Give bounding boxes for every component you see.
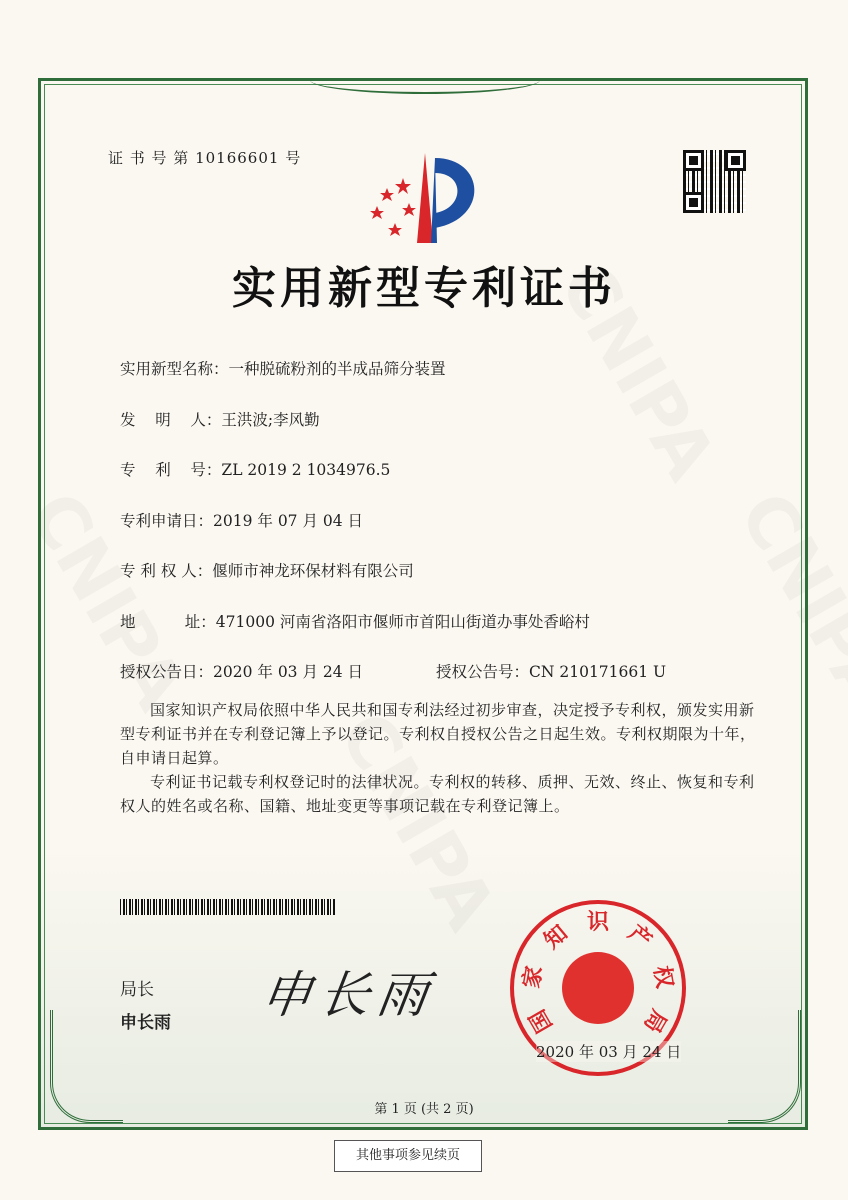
barcode xyxy=(120,899,335,915)
qr-code[interactable] xyxy=(683,150,746,213)
signer-name: 申长雨 xyxy=(120,1013,171,1033)
field-label: 专 利 权 人： xyxy=(120,562,213,580)
field-grant-date xyxy=(120,660,363,682)
field-value: 王洪波;李风勤 xyxy=(221,411,320,429)
paragraph: 专利证书记载专利权登记时的法律状况。专利权的转移、质押、无效、终止、恢复和专利权人的姓名或名称、国籍、地址变更等事项记载在专利登记簿上。 xyxy=(120,773,755,815)
seal-char: 局 xyxy=(638,1004,672,1038)
field-patent-number xyxy=(120,458,390,480)
signature: 申长雨 xyxy=(257,966,440,1024)
field-value: 2019 年 07 月 04 日 xyxy=(213,512,364,530)
ornament-top xyxy=(310,66,540,94)
cnipa-logo-icon xyxy=(365,148,495,248)
seal-char: 权 xyxy=(648,963,678,990)
field-label: 授权公告号： xyxy=(436,663,530,681)
field-label: 地 址： xyxy=(120,613,216,631)
field-application-date xyxy=(120,509,363,531)
field-label: 专 利 号： xyxy=(120,461,222,479)
field-value: 偃师市神龙环保材料有限公司 xyxy=(212,562,414,580)
seal-char: 识 xyxy=(586,909,609,935)
seal-char: 知 xyxy=(538,920,573,955)
signer-title: 局长 xyxy=(120,980,154,1000)
field-label: 发 明 人： xyxy=(120,411,222,429)
field-grant-pub-number xyxy=(436,660,666,682)
field-value: 471000 河南省洛阳市偃师市首阳山街道办事处香峪村 xyxy=(215,613,590,631)
footer-note: 其他事项参见续页 xyxy=(334,1140,482,1172)
seal-char: 产 xyxy=(623,920,658,955)
field-patentee xyxy=(120,559,414,581)
field-name xyxy=(120,357,446,379)
field-label: 实用新型名称： xyxy=(120,360,229,378)
seal-char: 国 xyxy=(524,1004,558,1038)
field-value: 2020 年 03 月 24 日 xyxy=(213,663,364,681)
field-value: 一种脱硫粉剂的半成品筛分装置 xyxy=(228,360,446,378)
seal-date: 2020 年 03 月 24 日 xyxy=(536,1043,682,1061)
field-value: ZL 2019 2 1034976.5 xyxy=(221,461,391,479)
page-title: 实用新型专利证书 xyxy=(232,263,616,314)
field-label: 专利申请日： xyxy=(120,512,214,530)
paragraph: 国家知识产权局依照中华人民共和国专利法经过初步审查，决定授予专利权，颁发实用新型专利证书并在专利登记簿上予以登记。专利权自授权公告之日起生效。专利权期限为十年，自申请日起算。 xyxy=(120,701,756,767)
certificate-number: 证 书 号 第 10166601 号 xyxy=(108,149,302,167)
field-inventor xyxy=(120,408,320,430)
seal-char: 家 xyxy=(518,963,548,990)
field-value: CN 210171661 U xyxy=(529,663,667,681)
field-address xyxy=(120,610,590,632)
page-indicator: 第 1 页 (共 2 页) xyxy=(374,1102,474,1117)
field-label: 授权公告日： xyxy=(120,663,214,681)
